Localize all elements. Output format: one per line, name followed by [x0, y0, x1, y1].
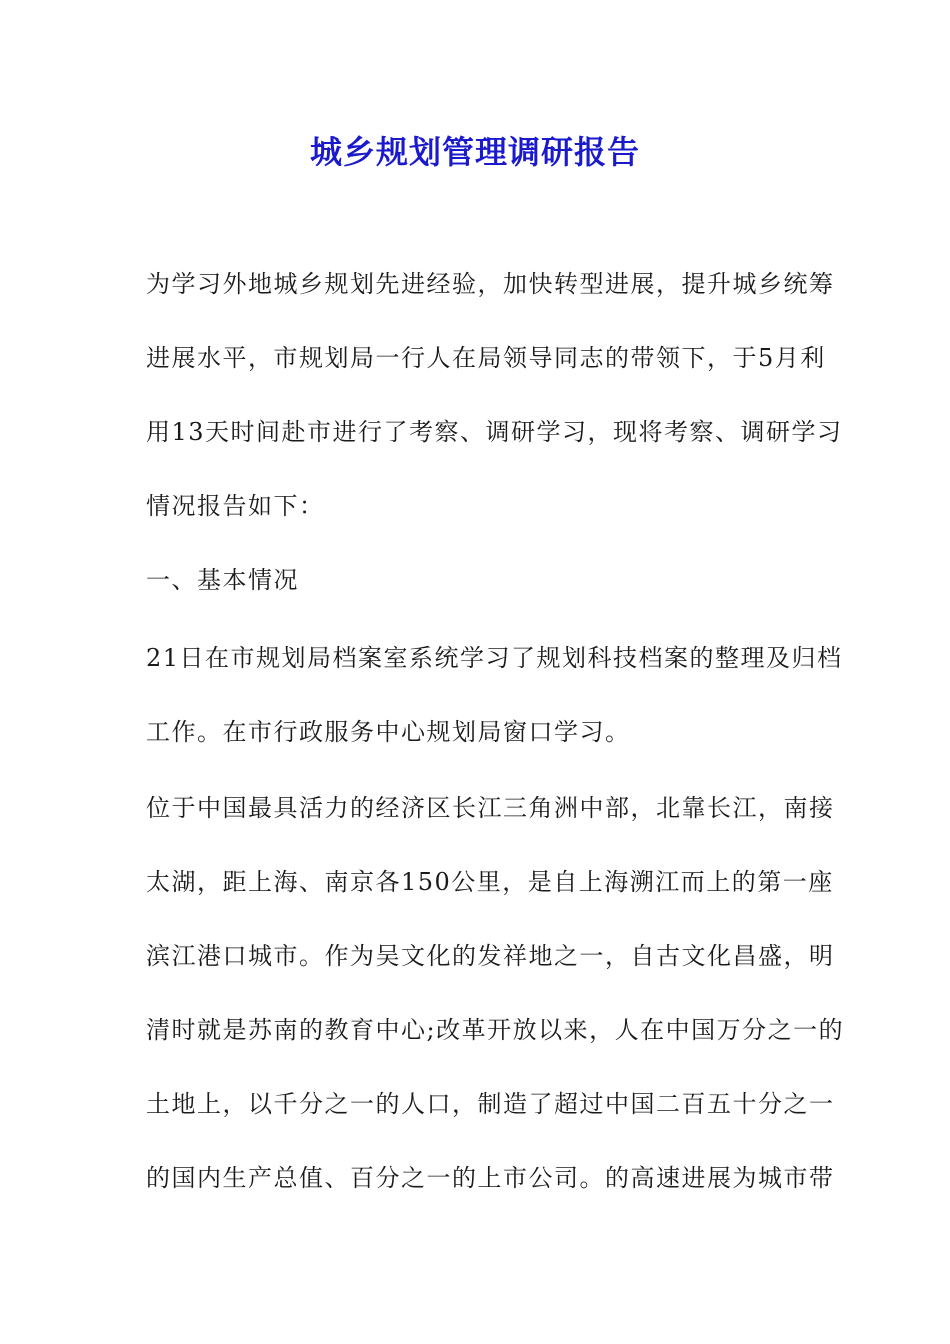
section-heading-basic-situation: 一、基本情况	[146, 566, 299, 594]
paragraph-3-line-3: 滨江港口城市。作为吴文化的发祥地之一，自古文化昌盛，明	[146, 942, 835, 970]
paragraph-1-line-1: 为学习外地城乡规划先进经验，加快转型进展，提升城乡统筹	[146, 270, 835, 298]
paragraph-3-line-4: 清时就是苏南的教育中心;改革开放以来，人在中国万分之一的	[146, 1016, 845, 1044]
paragraph-2-line-1: 21日在市规划局档案室系统学习了规划科技档案的整理及归档	[146, 644, 843, 672]
paragraph-3-line-2: 太湖，距上海、南京各150公里，是自上海溯江而上的第一座	[146, 868, 834, 896]
paragraph-1-line-3: 用13天时间赴市进行了考察、调研学习，现将考察、调研学习	[146, 418, 843, 446]
paragraph-1-line-2: 进展水平，市规划局一行人在局领导同志的带领下，于5月利	[146, 344, 826, 372]
paragraph-3-line-1: 位于中国最具活力的经济区长江三角洲中部，北靠长江，南接	[146, 794, 835, 822]
document-title: 城乡规划管理调研报告	[309, 133, 640, 171]
paragraph-3-line-6: 的国内生产总值、百分之一的上市公司。的高速进展为城市带	[146, 1164, 835, 1192]
paragraph-3-line-5: 土地上，以千分之一的人口，制造了超过中国二百五十分之一	[146, 1090, 835, 1118]
paragraph-2-line-2: 工作。在市行政服务中心规划局窗口学习。	[146, 718, 631, 746]
paragraph-1-line-4: 情况报告如下：	[146, 492, 325, 520]
